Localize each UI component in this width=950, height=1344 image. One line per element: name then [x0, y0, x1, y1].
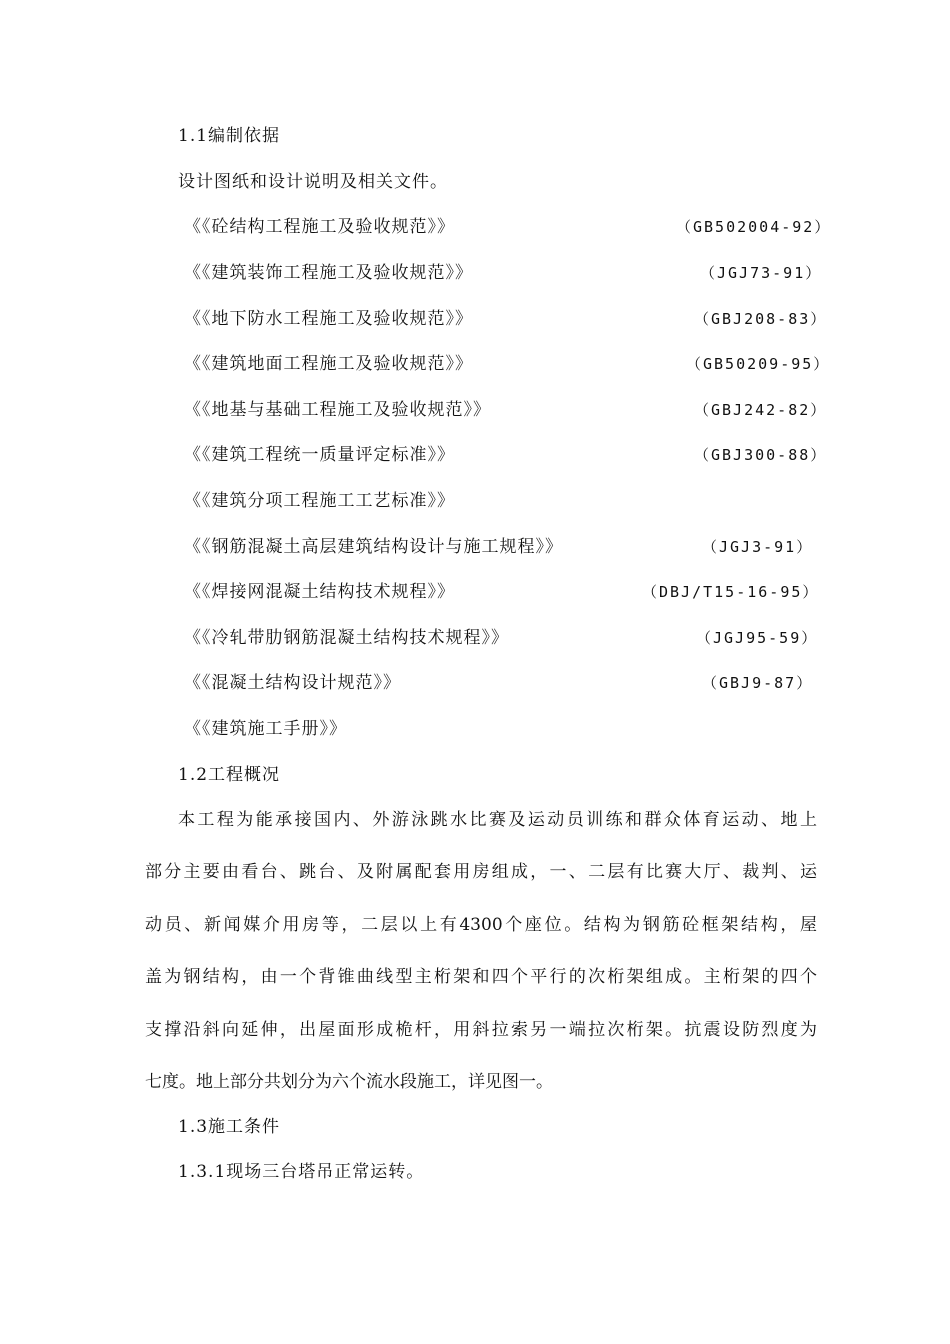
reference-code: （GB502004-92）: [676, 218, 832, 236]
intro-text: 设计图纸和设计说明及相关文件。: [178, 172, 448, 192]
reference-title: 《《建筑地面工程施工及验收规范》》: [184, 354, 473, 374]
reference-code: （JGJ73-91）: [700, 264, 823, 282]
reference-code: （JGJ95-59）: [696, 629, 819, 647]
reference-title: 《《钢筋混凝土高层建筑结构设计与施工规程》》: [184, 537, 563, 557]
paragraph-line: 支撑沿斜向延伸，出屋面形成桅杆，用斜拉索另一端拉次桁架。抗震设防烈度为: [145, 1020, 817, 1040]
reference-code: （GBJ242-82）: [694, 401, 828, 419]
condition-item: 1.3.1现场三台塔吊正常运转。: [178, 1162, 425, 1182]
paragraph-line: 部分主要由看台、跳台、及附属配套用房组成，一、二层有比赛大厅、裁判、运: [145, 862, 817, 882]
reference-code: （GBJ300-88）: [694, 446, 828, 464]
reference-code: （GBJ9-87）: [702, 674, 814, 692]
reference-title: 《《砼结构工程施工及验收规范》》: [184, 217, 455, 237]
reference-code: （JGJ3-91）: [702, 538, 814, 556]
paragraph-line: 动员、新闻媒介用房等，二层以上有4300个座位。结构为钢筋砼框架结构，屋: [145, 915, 817, 935]
reference-title: 《《地基与基础工程施工及验收规范》》: [184, 400, 491, 420]
reference-title: 《《混凝土结构设计规范》》: [184, 673, 401, 693]
reference-title: 《《焊接网混凝土结构技术规程》》: [184, 582, 455, 602]
heading-1-1: 1.1编制依据: [178, 126, 281, 146]
paragraph-line: 七度。地上部分共划分为六个流水段施工，详见图一。: [145, 1072, 553, 1092]
reference-title: 《《冷轧带肋钢筋混凝土结构技术规程》》: [184, 628, 509, 648]
reference-title: 《《建筑装饰工程施工及验收规范》》: [184, 263, 473, 283]
reference-title: 《《建筑施工手册》》: [184, 719, 347, 739]
reference-code: （GBJ208-83）: [694, 310, 828, 328]
heading-1-2: 1.2工程概况: [178, 765, 281, 785]
paragraph-line: 盖为钢结构，由一个背锥曲线型主桁架和四个平行的次桁架组成。主桁架的四个: [145, 967, 817, 987]
reference-code: （DBJ/T15-16-95）: [642, 583, 820, 601]
paragraph-line: 本工程为能承接国内、外游泳跳水比赛及运动员训练和群众体育运动、地上: [178, 810, 817, 830]
reference-code: （GB50209-95）: [686, 355, 831, 373]
reference-title: 《《建筑分项工程施工工艺标准》》: [184, 491, 455, 511]
reference-title: 《《地下防水工程施工及验收规范》》: [184, 309, 473, 329]
reference-title: 《《建筑工程统一质量评定标准》》: [184, 445, 455, 465]
heading-1-3: 1.3施工条件: [178, 1117, 281, 1137]
